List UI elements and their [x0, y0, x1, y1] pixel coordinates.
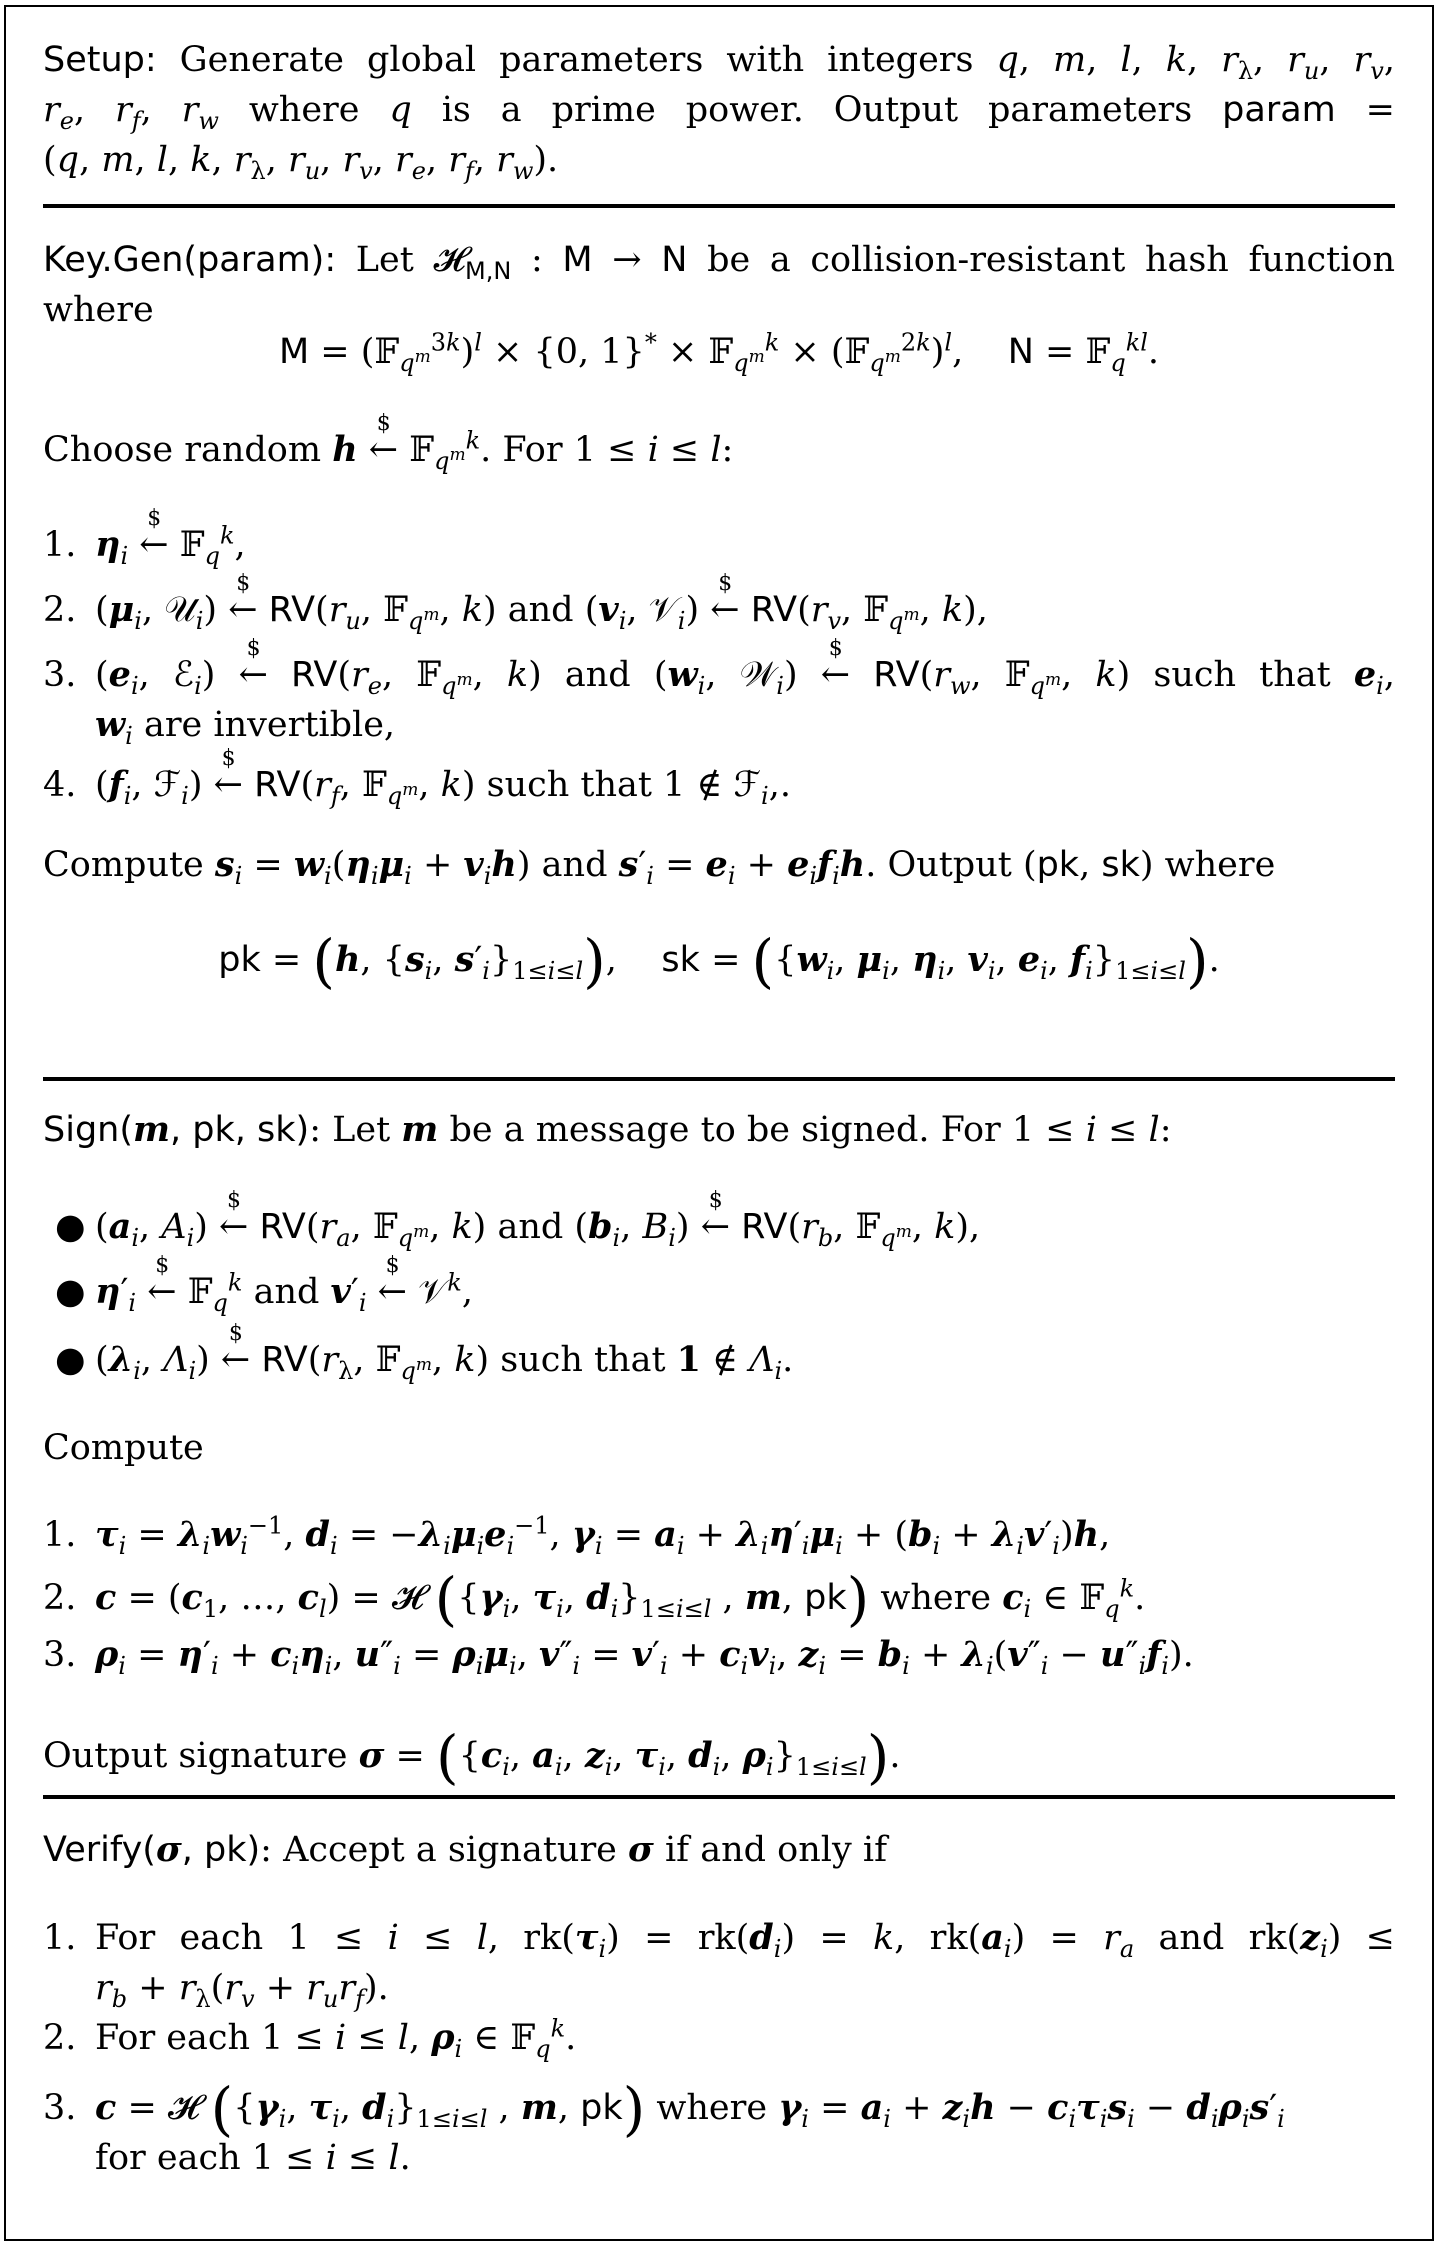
verify-section [43, 1825, 1395, 2225]
keygen-item-3-cont: $w_i$ are invertible, [95, 704, 396, 750]
sign-output: Output signature $\sigma = (\{c_i$, $a_i$, $z_i$, $\tau_i$, $d_i$, $\rho_i\}_{1\le i\le l}$). [43, 1723, 901, 1791]
verify-intro: Verify(σ, pk): Accept a signature σ if and only if [43, 1829, 888, 1870]
sign-step-3: 3. $\rho_i = \eta'_i + c_i\eta_i$, $u''_i = \rho_i\mu_i$, $v''_i = v'_i + c_iv_i$, $z_i = b_i + \lambda_i(v''_i - u''_if_i)$. [43, 1634, 1194, 1680]
sign-step-1: 1. $\tau_i = \lambda_iw_i^{-1}$, $d_i = -\lambda_i\mu_ie_i^{-1}$, $\gamma_i = a_i + \lambda_i\eta'_i\mu_i + (b_i + \lambda_iv'_i)h$, [43, 1511, 1111, 1560]
keygen-line-1: Key.Gen(param): Let 𝓗$_{M,N}$ : M → N be a collision-resistant hash function [43, 240, 1396, 285]
divider-2 [43, 1077, 1395, 1081]
keygen-formula: M = (𝔽$_{q^m}^{3k}$)$^l$ × {0, 1}* × 𝔽$_{q^m}^k$ × (𝔽$_{q^m}^{2k}$)$^l$, N = 𝔽$_q^{kl}$. [278, 328, 1160, 377]
sign-step-2: 2. $c = (c_1$, …, $c_l$) = 𝓗 ({$\gamma_i$, $\tau_i$, $d_i\}_{1\le i\le l}$ , m, pk) where $c_i$ ∈ 𝔽$_q^k$. [43, 1565, 1146, 1633]
verify-step-2: 2. For each 1 ≤ i ≤ l, $\rho_i$ ∈ 𝔽$_q^k$. [43, 2014, 577, 2063]
setup-line-3: (q, m, l, k, $r_\lambda$, $r_u$, $r_v$, $r_e$, $r_f$, $r_w$). [43, 140, 559, 185]
verify-step-3-cont: for each 1 ≤ i ≤ l. [95, 2138, 411, 2178]
divider-3 [43, 1795, 1395, 1799]
sign-bullet-3: ● ($\lambda_i$, $\Lambda_i$) $ ← $RV(r_\lambda$, 𝔽$_{q^m}$, k) such that 1 ∉ $\Lambda_i$. [43, 1335, 1395, 1385]
keygen-line-2: where [43, 290, 154, 330]
keygen-item-4: 4. ($f_i$, ℱ$_i$) $ ← $RV(r_f$, 𝔽$_{q^m}$, k) such that 1 ∉ ℱ$_i$,. [43, 760, 1395, 810]
sign-intro: Sign(m, pk, sk): Let m be a message to be signed. For 1 ≤ i ≤ l: [43, 1109, 1172, 1150]
sign-bullet-1: ● ($a_i$, $A_i$) $ ← $RV(r_a$, 𝔽$_{q^m}$, k) and ($b_i$, $B_i$) $ ← $RV(r_b$, 𝔽$_{q^m}$, k), [43, 1202, 1395, 1252]
keygen-item-1: 1. $\eta_i$ $ ← 𝔽$_q^k$, [43, 520, 1395, 570]
setup-line-1: Setup: Generate global parameters with integers q, m, l, k, $r_\lambda$, $r_u$, $r_v$, [43, 40, 1395, 85]
keygen-compute: Compute $s_i = w_i(\eta_i\mu_i + v_ih)$ and $s'_i = e_i + e_if_ih$. Output (pk, sk) where [43, 844, 1276, 890]
verify-step-1: 1. For each 1 ≤ i ≤ l, $rk(\tau_i) = rk(d_i) = k$, $rk(a_i) = r_a$ and $rk(z_i)$ ≤ [43, 1917, 1396, 1963]
keygen-item-2: 2. ($\mu_i$, 𝒰$_i$) $ ← $RV(r_u$, 𝔽$_{q^m}$, k) and ($v_i$, 𝒱$_i$) $ ← $RV(r_v$, 𝔽$_{q^m}$, k), [43, 585, 1395, 635]
keygen-section [43, 235, 1395, 1025]
setup-label: Setup: [43, 40, 157, 80]
verify-step-3: 3. c = 𝓗 ({$\gamma_i$, $\tau_i$, $d_i\}_{1\le i\le l}$ , m, pk) where $\gamma_i = a_i + z_ih - c_i\tau_is_i - d_i\rho_is'_i$ [43, 2075, 1285, 2143]
setup-section [43, 35, 1395, 185]
divider-1 [43, 204, 1395, 208]
keygen-keys: pk = (h, {$s_i$, $s'_i\}_{1\le i\le l}$), sk = ({$w_i$, $\mu_i$, $\eta_i$, $v_i$, $e_i$, $f_i\}_{1\le i\le l}$). [218, 927, 1220, 995]
keygen-label: Key.Gen(param): [43, 240, 337, 280]
verify-step-1-cont: $r_b + r_\lambda(r_v + r_ur_f)$. [95, 1968, 389, 2013]
algorithm-box [4, 5, 1434, 2241]
sign-section [43, 1105, 1395, 1791]
sign-compute-label: Compute [43, 1428, 204, 1468]
sign-bullet-2: ● $\eta'_i$ $ ← 𝔽$_q^k$ and $v'_i$ $ ← 𝒱$^k$, [43, 1267, 1395, 1317]
keygen-item-3: 3. ($e_i$, ℰ$_i$) $ ← $RV(r_e$, 𝔽$_{q^m}$, k) and ($w_i$, 𝒲$_i$) $ ← $RV(r_w$, 𝔽$_{q^m}$, k) such that $e_i$, [43, 650, 1395, 700]
setup-line-2: $r_e$, $r_f$, $r_w$ where q is a prime power. Output parameters param = [43, 90, 1395, 135]
keygen-choose: Choose random h $ ← 𝔽$_{q^m}^k$. For 1 ≤ i ≤ l: [43, 425, 1395, 475]
